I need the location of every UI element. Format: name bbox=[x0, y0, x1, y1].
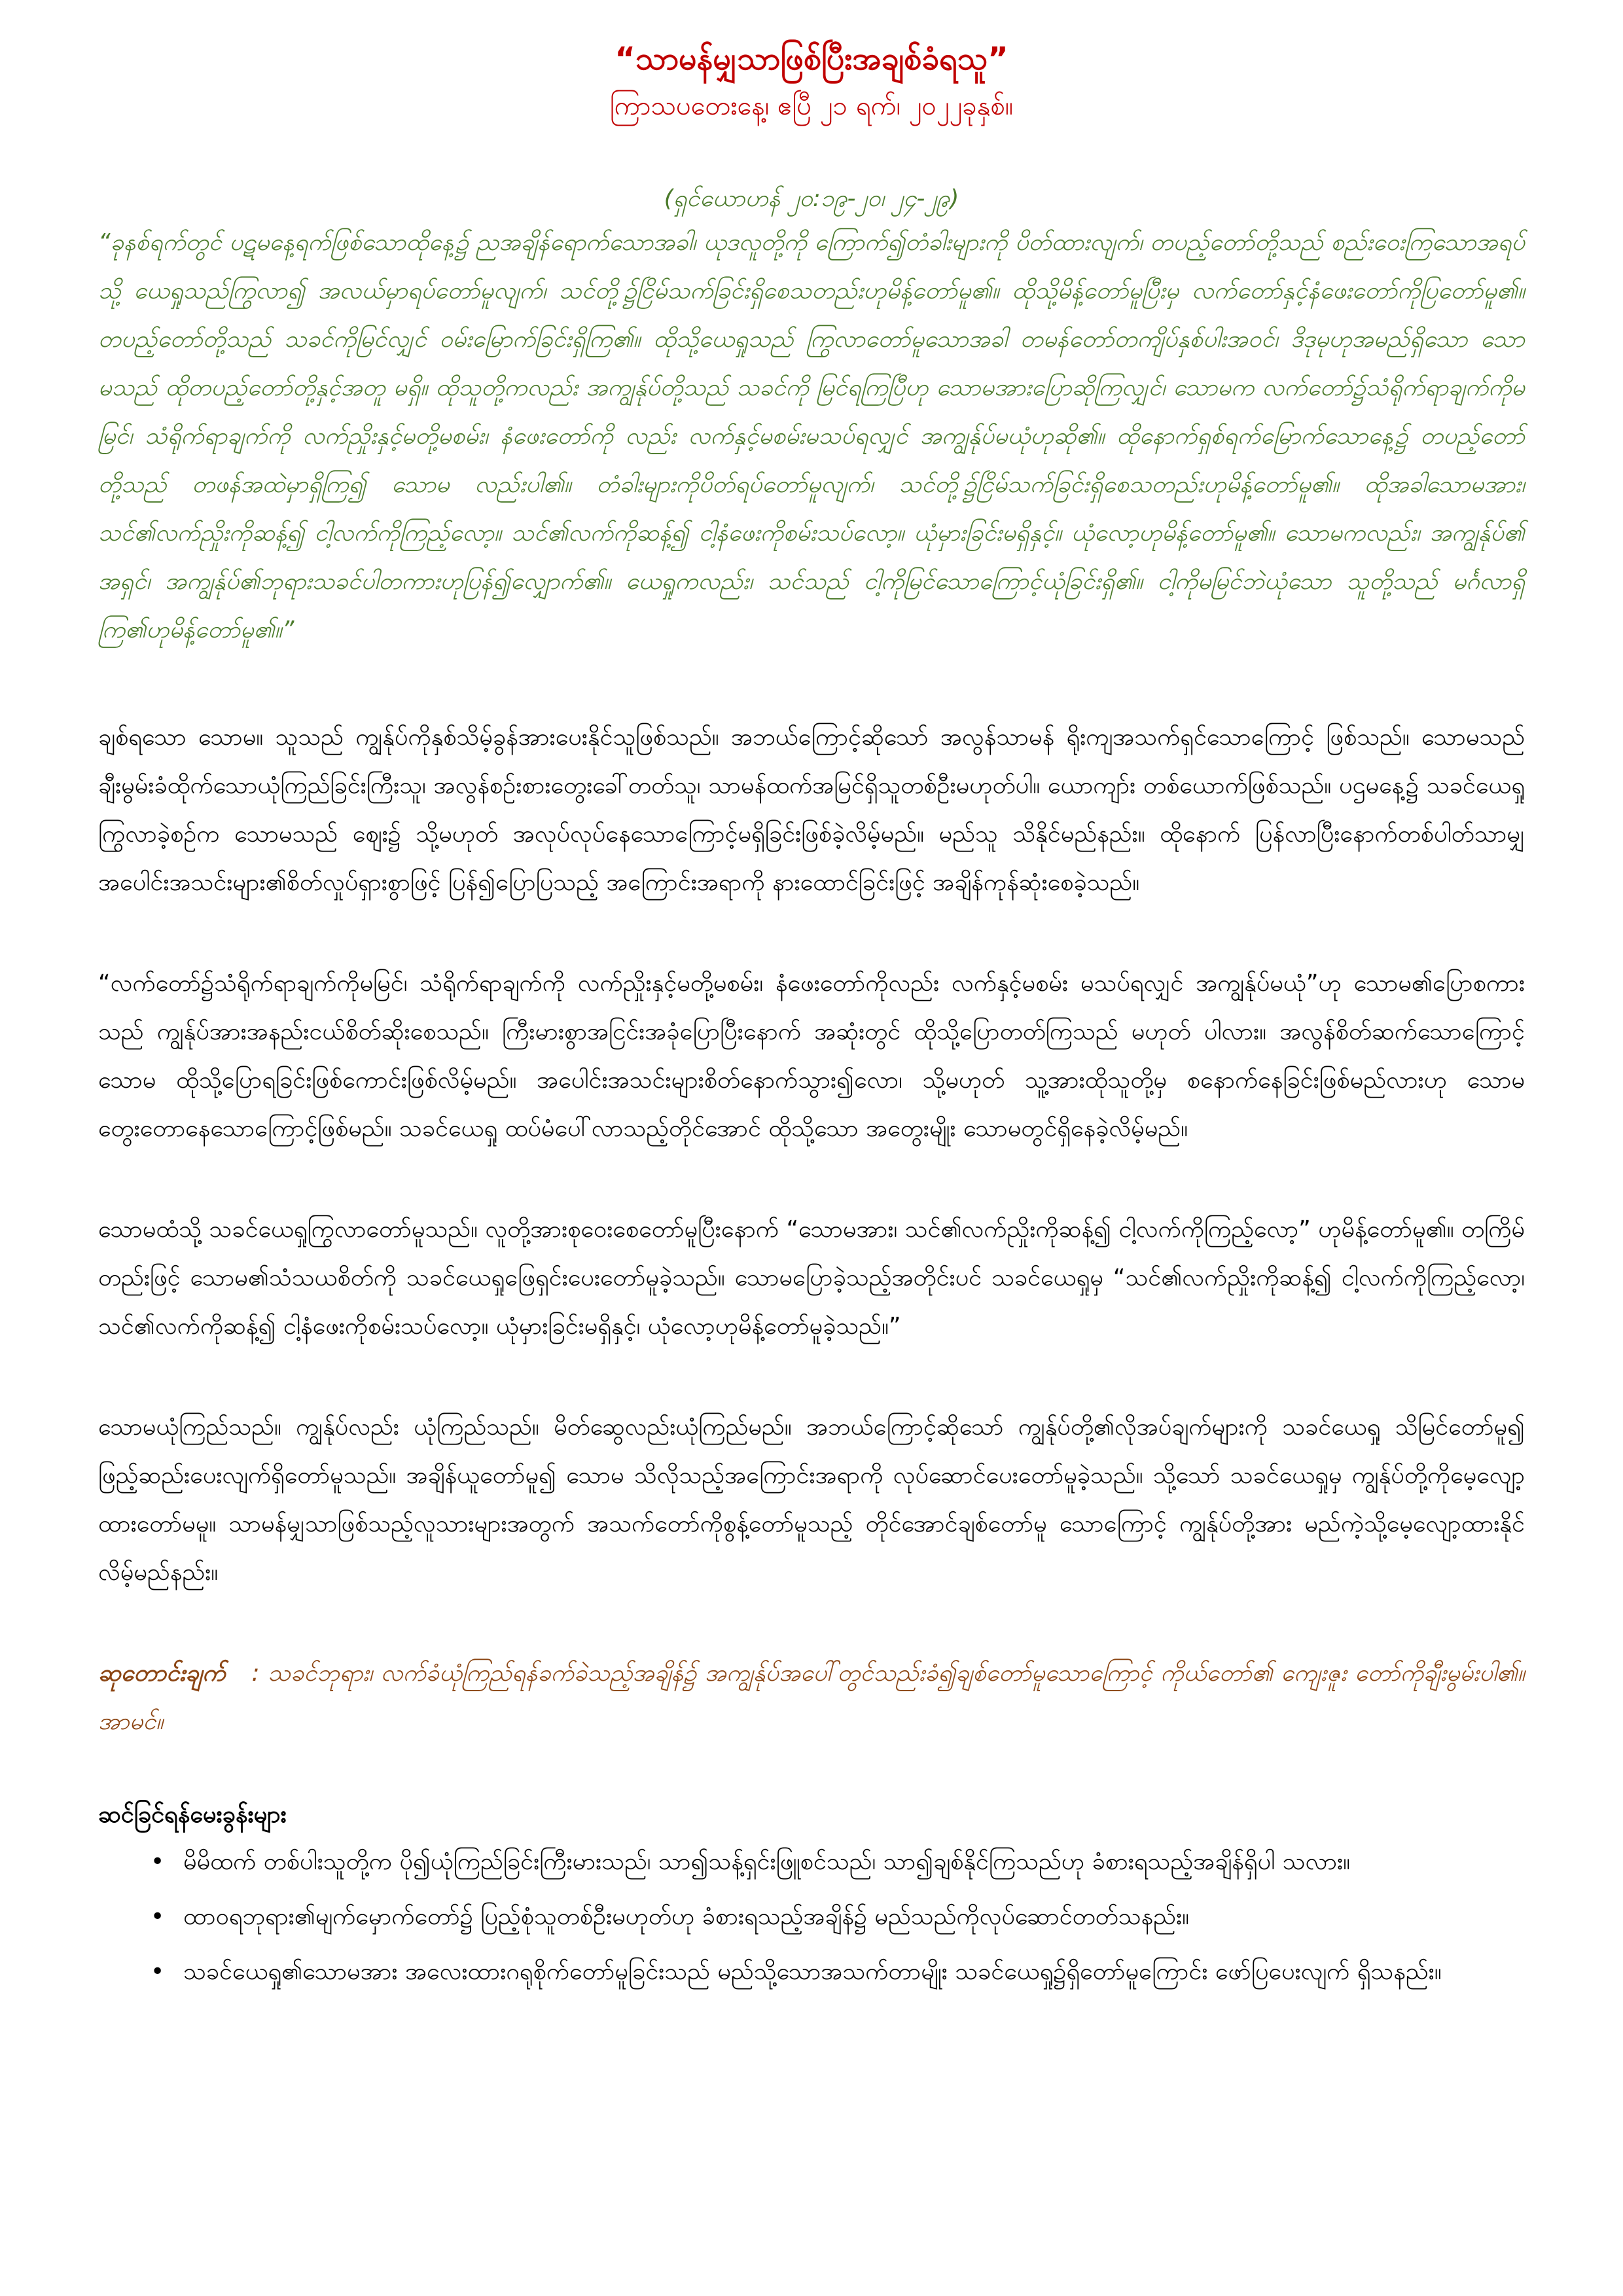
question-item bbox=[151, 1893, 1525, 1941]
body-paragraph: သောမယုံကြည်သည်။ ကျွန်ုပ်လည်း ယုံကြည်သည်။ မိတ်ဆွေလည်းယုံကြည်မည်။ အဘယ်ကြောင့်ဆိုသော် ကျွန်ုပ်တို့၏လိုအပ်ချက်များကို သခင်ယေရှု သိမြင်တော်မူ၍ ဖြည့်ဆည်းပေးလျက်ရှိတော်မူသည်။ အချိန်ယူတော်မူ၍ သောမ သိလိုသည့်အကြောင်းအရာကို လုပ်ဆောင်ပေးတော်မူခဲ့သည်။ သို့သော် သခင်ယေရှုမှ ကျွန်ုပ်တို့ကိုမေ့လျော့ထားတော်မမူ။ သာမန်မျှသာဖြစ်သည့်လူသားများအတွက် အသက်တော်ကိုစွန့်တော်မူသည့် တိုင်အောင်ချစ်တော်မူ သောကြောင့် ကျွန်ုပ်တို့အား မည်ကဲ့သို့မေ့လျော့ထားနိုင်လိမ့်မည်နည်း။ bbox=[98, 1414, 1525, 1586]
scripture-text: “ခုနစ်ရက်တွင် ပဋမနေ့ရက်ဖြစ်သောထိုနေ့၌ ညအချိန်ရောက်သောအခါ၊ ယုဒလူတို့ကို ကြောက်၍တံခါးများကို ပိတ်ထားလျက်၊ တပည့်တော်တို့သည် စည်းဝေးကြသောအရပ်သို့ ယေရှုသည်ကြွလာ၍ အလယ်မှာရပ်တော်မူလျက်၊ သင်တို့၌ငြိမ်သက်ခြင်းရှိစေသတည်းဟုမိန့်တော်မူ၏။ ထိုသို့မိန့်တော်မူပြီးမှ လက်တော်နှင့်နံဖေးတော်ကိုပြတော်မူ၏။ တပည့်တော်တို့သည် သခင်ကိုမြင်လျှင် ဝမ်းမြောက်ခြင်းရှိကြ၏။ ထိုသို့ယေရှုသည် ကြွလာတော်မူသောအခါ တမန်တော်တကျိပ်နှစ်ပါးအဝင်၊ ဒိဒုမုဟုအမည်ရှိသော သောမသည် ထိုတပည့်တော်တို့နှင့်အတူ မရှိ။ ထိုသူတို့ကလည်း အကျွန်ုပ်တို့သည် သခင်ကို မြင်ရကြပြီဟု သောမအားပြောဆိုကြလျှင်၊ သောမက လက်တော်၌သံရိုက်ရာချက်ကိုမမြင်၊ သံရိုက်ရာချက်ကို လက်ညှိုးနှင့်မတို့မစမ်း၊ နံဖေးတော်ကို လည်း လက်နှင့်မစမ်းမသပ်ရလျှင် အကျွန်ုပ်မယုံဟုဆို၏။ ထိုနောက်ရှစ်ရက်မြောက်သောနေ့၌ တပည့်တော်တို့သည် တဖန်အထဲမှာရှိကြ၍ သောမ လည်းပါ၏။ တံခါးများကိုပိတ်ရပ်တော်မူလျက်၊ သင်တို့၌ငြိမ်သက်ခြင်းရှိစေသတည်းဟုမိန့်တော်မူ၏။ ထိုအခါသောမအား၊ သင်၏လက်ညှိုးကိုဆန့်၍ ငါ့လက်ကိုကြည့်လော့။ သင်၏လက်ကိုဆန့်၍ ငါ့နံဖေးကိုစမ်းသပ်လော့။ ယုံမှားခြင်းမရှိနှင့်။ ယုံလော့ဟုမိန့်တော်မူ၏။ သောမကလည်း၊ အကျွန်ုပ်၏ အရှင်၊ အကျွန်ုပ်၏ဘုရားသခင်ပါတကားဟုပြန်၍လျှောက်၏။ ယေရှုကလည်း၊ သင်သည် ငါ့ကိုမြင်သောကြောင့်ယုံခြင်းရှိ၏။ ငါ့ကိုမမြင်ဘဲယုံသော သူတို့သည် မင်္ဂလာရှိကြ၏ဟုမိန့်တော်မူ၏။” bbox=[98, 229, 1525, 643]
prayer-label: ဆုတောင်းချက် bbox=[98, 1660, 226, 1687]
prayer-text: : သခင်ဘုရား၊ လက်ခံယုံကြည်ရန်ခက်ခဲသည့်အချိန်၌ အကျွန်ုပ်အပေါ်တွင်သည်းခံ၍ချစ်တော်မူသောကြောင့် ကိုယ်တော်၏ ကျေးဇူး တော်ကိုချီးမွမ်းပါ၏။ အာမင်။ bbox=[98, 1660, 1525, 1735]
question-item bbox=[151, 1948, 1525, 1996]
bullet-icon: • bbox=[151, 1903, 165, 1930]
devotional-page bbox=[98, 33, 1525, 2003]
questions-section bbox=[98, 1792, 1525, 1996]
question-text: မိမိထက် တစ်ပါးသူတို့က ပို၍ယုံကြည်ခြင်းကြီးမားသည်၊ သာ၍သန့်ရှင်းဖြူစင်သည်၊ သာ၍ချစ်နိုင်ကြသည်ဟု ခံစားရသည့်အချိန်ရှိပါ သလား။ bbox=[183, 1848, 1351, 1875]
date-subtitle: ကြာသပတေးနေ့၊ ဧပြီ ၂၁ ရက်၊ ၂၀၂၂ခုနှစ်။ bbox=[609, 91, 1014, 121]
question-text: ထာဝရဘုရား၏မျက်မှောက်တော်၌ ပြည့်စုံသူတစ်ဦးမဟုတ်ဟု ခံစားရသည့်အချိန်၌ မည်သည်ကိုလုပ်ဆောင်တတ်သနည်း။ bbox=[183, 1903, 1189, 1930]
reflection-body bbox=[98, 713, 1525, 1597]
question-text: သခင်ယေရှု၏သောမအား အလေးထားဂရုစိုက်တော်မူခြင်းသည် မည်သို့သောအသက်တာမျိုး သခင်ယေရှု၌ရှိတော်မူကြောင်း ဖော်ပြပေးလျက် ရှိသနည်း။ bbox=[183, 1958, 1442, 1985]
bullet-icon: • bbox=[151, 1848, 165, 1875]
body-paragraph: ချစ်ရသော သောမ။ သူသည် ကျွန်ုပ်ကိုနှစ်သိမ့်ခွန်အားပေးနိုင်သူဖြစ်သည်။ အဘယ်ကြောင့်ဆိုသော် အလွန်သာမန် ရိုးကျအသက်ရှင်သောကြောင့် ဖြစ်သည်။ သောမသည် ချီးမွမ်းခံထိုက်သောယုံကြည်ခြင်းကြီးသူ၊ အလွန်စဉ်းစားတွေးခေါ်တတ်သူ၊ သာမန်ထက်အမြင်ရှိသူတစ်ဦးမဟုတ်ပါ။ ယောကျာ်း တစ်ယောက်ဖြစ်သည်။ ပဌမနေ့၌ သခင်ယေရှုကြွလာခဲ့စဉ်က သောမသည် ဈေး၌ သို့မဟုတ် အလုပ်လုပ်နေသောကြောင့်မရှိခြင်းဖြစ်ခဲ့လိမ့်မည်။ မည်သူ သိနိုင်မည်နည်း။ ထိုနောက် ပြန်လာပြီးနောက်တစ်ပါတ်သာမျှ အပေါင်းအသင်းများ၏စိတ်လှုပ်ရှားစွာဖြင့် ပြန်၍ပြောပြသည့် အကြောင်းအရာကို နားထောင်ခြင်းဖြင့် အချိန်ကုန်ဆုံးစေခဲ့သည်။ bbox=[98, 724, 1525, 896]
page-title: “သာမန်မျှသာဖြစ်ပြီးအချစ်ခံရသူ” bbox=[615, 41, 1008, 77]
body-paragraph: သောမထံသို့ သခင်ယေရှုကြွလာတော်မူသည်။ လူတို့အားစုဝေးစေတော်မူပြီးနောက် “သောမအား၊ သင်၏လက်ညှိုးကိုဆန့်၍ ငါ့လက်ကိုကြည့်လော့” ဟုမိန့်တော်မူ၏။ တကြိမ်တည်းဖြင့် သောမ၏သံသယစိတ်ကို သခင်ယေရှုဖြေရှင်းပေးတော်မူခဲ့သည်။ သောမပြောခဲ့သည့်အတိုင်းပင် သခင်ယေရှုမှ “သင်၏လက်ညှိုးကိုဆန့်၍ ငါ့လက်ကိုကြည့်လော့၊ သင်၏လက်ကိုဆန့်၍ ငါ့နံဖေးကိုစမ်းသပ်လော့။ ယုံမှားခြင်းမရှိနှင့်၊ ယုံလော့ဟုမိန့်တော်မူခဲ့သည်။” bbox=[98, 1216, 1525, 1340]
question-item bbox=[151, 1838, 1525, 1886]
body-paragraph: “လက်တော်၌သံရိုက်ရာချက်ကိုမမြင်၊ သံရိုက်ရာချက်ကို လက်ညှိုးနှင့်မတို့မစမ်း၊ နံဖေးတော်ကိုလည်း လက်နှင့်မစမ်း မသပ်ရလျှင် အကျွန်ုပ်မယုံ”ဟု သောမ၏ပြောစကားသည် ကျွန်ုပ်အားအနည်းငယ်စိတ်ဆိုးစေသည်။ ကြီးမားစွာအငြင်းအခုံပြောပြီးနောက် အဆုံးတွင် ထိုသို့ပြောတတ်ကြသည် မဟုတ် ပါလား။ အလွန်စိတ်ဆက်သောကြောင့် သောမ ထိုသို့ပြောရခြင်းဖြစ်ကောင်းဖြစ်လိမ့်မည်။ အပေါင်းအသင်းများစိတ်နောက်သွား၍လော၊ သို့မဟုတ် သူ့အားထိုသူတို့မှ စနောက်နေခြင်းဖြစ်မည်လားဟု သောမတွေးတောနေသောကြောင့်ဖြစ်မည်။ သခင်ယေရှု ထပ်မံပေါ်လာသည့်တိုင်အောင် ထိုသို့သော အတွေးမျိုး သောမတွင်ရှိနေခဲ့လိမ့်မည်။ bbox=[98, 970, 1525, 1142]
scripture-section bbox=[98, 179, 1525, 655]
bullet-icon: • bbox=[151, 1958, 165, 1985]
scripture-reference: (ရှင်ယောဟန် ၂၀:၁၉-၂၀၊ ၂၄-၂၉) bbox=[664, 185, 959, 212]
prayer-block bbox=[98, 1649, 1525, 1746]
questions-heading: ဆင်ခြင်ရန်မေးခွန်းများ bbox=[98, 1801, 287, 1828]
questions-list bbox=[98, 1838, 1525, 1996]
